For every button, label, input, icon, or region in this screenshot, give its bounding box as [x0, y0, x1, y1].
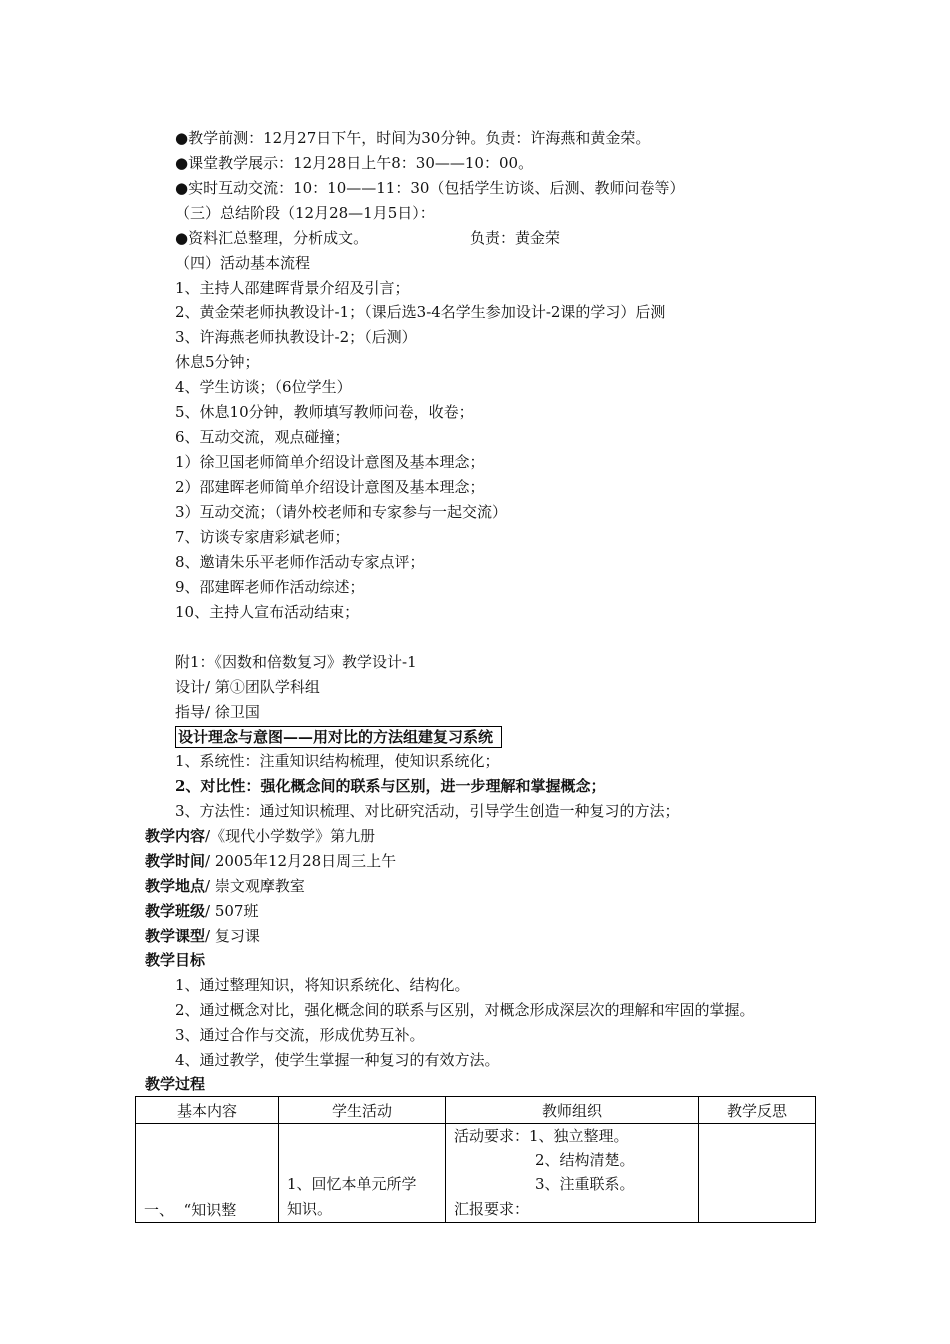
student-activity-line: 知识。: [287, 1200, 333, 1218]
schedule-pretest: ●教学前测：12月27日下午，时间为30分钟。负责：许海燕和黄金荣。: [175, 129, 651, 147]
concept-item: 3、方法性：通过知识梳理、对比研究活动，引导学生创造一种复习的方法；: [175, 802, 680, 820]
appendix-designer: 设计/ 第①团队学科组: [175, 678, 320, 696]
flow-item: 5、休息10分钟，教师填写教师问卷，收卷；: [175, 403, 474, 421]
teacher-org-line: 活动要求：1、独立整理。: [454, 1127, 629, 1145]
flow-item: 3）互动交流；（请外校老师和专家参与一起交流）: [175, 503, 508, 521]
cell-reflection: [699, 1124, 816, 1223]
appendix-advisor: 指导/ 徐卫国: [175, 703, 260, 721]
teacher-org-line: 汇报要求：: [454, 1200, 530, 1218]
concept-item: 1、系统性：注重知识结构梳理，使知识系统化；: [175, 752, 500, 770]
objective-item: 2、通过概念对比，强化概念间的联系与区别，对概念形成深层次的理解和牢固的掌握。: [175, 1001, 755, 1019]
info-value: / 复习课: [205, 927, 260, 945]
table-header-row: [136, 1097, 816, 1124]
cell-content-text: 一、 “知识整: [144, 1201, 237, 1219]
info-label: 教学课型: [145, 927, 206, 945]
flow-item: 10、主持人宣布活动结束；: [175, 603, 360, 621]
column-header: 教师组织: [446, 1097, 699, 1124]
summary-owner: 负责：黄金荣: [470, 229, 561, 247]
info-row: [145, 926, 260, 946]
info-row: [145, 876, 305, 896]
column-header: 教学反思: [699, 1097, 816, 1124]
table-row: [136, 1124, 816, 1223]
flow-item: 2、黄金荣老师执教设计-1；（课后选3-4名学生参加设计-2课的学习）后测: [175, 303, 666, 321]
info-label: 教学时间: [145, 852, 206, 870]
student-activity-line: 1、回忆本单元所学: [287, 1175, 417, 1193]
info-row: [145, 901, 258, 921]
flow-item: 1）徐卫国老师简单介绍设计意图及基本理念；: [175, 453, 485, 471]
flow-item: 休息5分钟；: [175, 353, 260, 371]
process-heading: 教学过程: [145, 1075, 206, 1093]
column-header: 基本内容: [136, 1097, 279, 1124]
info-label: 教学地点: [145, 877, 206, 895]
cell-teacher: [446, 1124, 699, 1223]
schedule-demo: ●课堂教学展示：12月28日上午8：30——10：00。: [175, 154, 534, 172]
info-value: / 507班: [205, 902, 259, 920]
concept-heading: 设计理念与意图——用对比的方法组建复习系统: [175, 726, 502, 748]
flow-item: 9、邵建晖老师作活动综述；: [175, 578, 365, 596]
schedule-interaction: ●实时互动交流：10：10——11：30（包括学生访谈、后测、教师问卷等）: [175, 179, 685, 197]
info-label: 教学内容: [145, 827, 206, 845]
info-value: / 崇文观摩教室: [205, 877, 305, 895]
info-row: [145, 851, 396, 871]
info-value: /《现代小学数学》第九册: [205, 827, 376, 845]
info-row: [145, 826, 375, 846]
info-value: / 2005年12月28日周三上午: [205, 852, 397, 870]
objective-item: 4、通过教学，使学生掌握一种复习的有效方法。: [175, 1051, 500, 1069]
teacher-org-line: 2、结构清楚。: [535, 1151, 635, 1169]
objectives-heading: 教学目标: [145, 951, 206, 969]
teacher-org-line: 3、注重联系。: [535, 1175, 635, 1193]
concept-item: 2、对比性：强化概念间的联系与区别，进一步理解和掌握概念；: [175, 777, 606, 795]
flow-item: 3、许海燕老师执教设计-2；（后测）: [175, 328, 417, 346]
cell-content: [136, 1124, 279, 1223]
flow-item: 7、访谈专家唐彩斌老师；: [175, 528, 350, 546]
info-label: 教学班级: [145, 902, 206, 920]
flow-item: 6、互动交流，观点碰撞；: [175, 428, 350, 446]
flow-item: 4、学生访谈；（6位学生）: [175, 378, 352, 396]
flow-item: 1、主持人邵建晖背景介绍及引言；: [175, 279, 410, 297]
process-table: [135, 1096, 816, 1223]
cell-student: [279, 1124, 446, 1223]
objective-item: 1、通过整理知识，将知识系统化、结构化。: [175, 976, 470, 994]
appendix-title: 附1：《因数和倍数复习》教学设计-1: [175, 653, 417, 671]
flow-item: 8、邀请朱乐平老师作活动专家点评；: [175, 553, 425, 571]
stage4-heading: （四）活动基本流程: [175, 254, 311, 272]
summary-task: ●资料汇总整理，分析成文。: [175, 229, 369, 247]
flow-item: 2）邵建晖老师简单介绍设计意图及基本理念；: [175, 478, 485, 496]
column-header: 学生活动: [279, 1097, 446, 1124]
objective-item: 3、通过合作与交流，形成优势互补。: [175, 1026, 425, 1044]
stage3-heading: （三）总结阶段（12月28—1月5日）：: [175, 204, 435, 222]
